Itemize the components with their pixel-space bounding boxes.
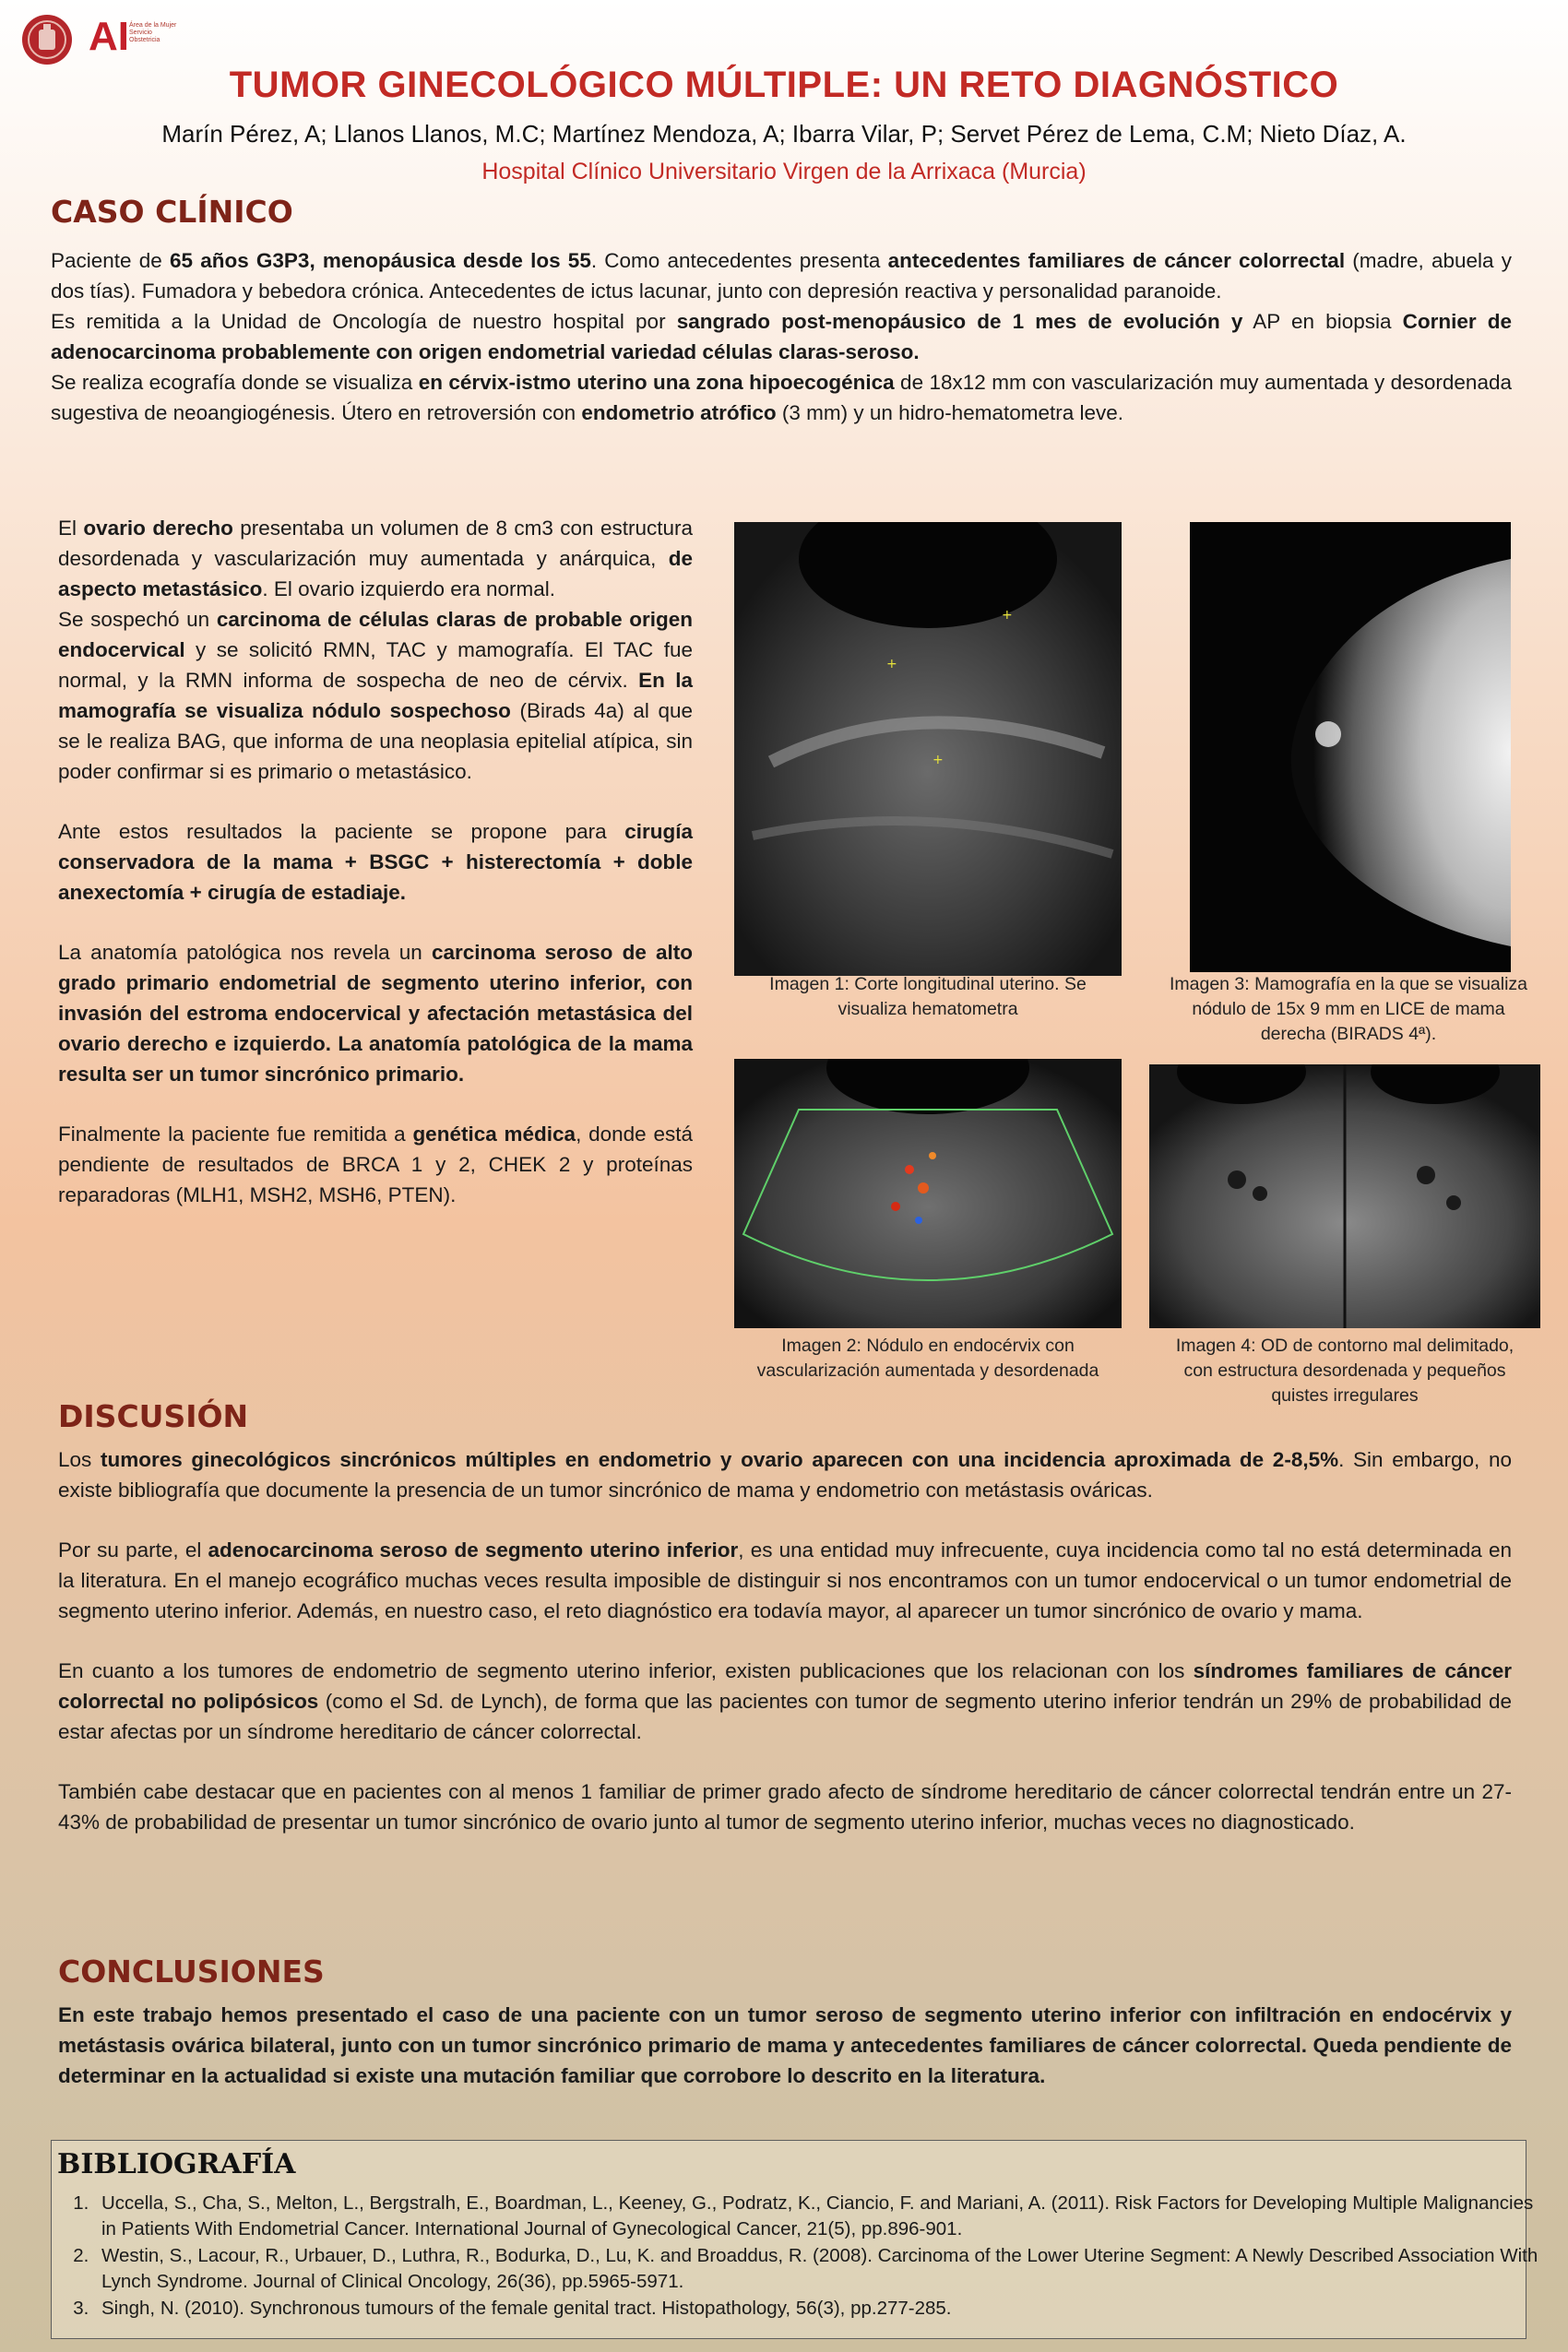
figure-2-doppler xyxy=(734,1059,1122,1328)
bibliography-item: 3. Singh, N. (2010). Synchronous tumours of the female genital tract. Histopathology, 56(3), pp.277-285. xyxy=(94,2296,1551,2322)
caption-figure-1: Imagen 1: Corte longitudinal uterino. Se visualiza hematometra xyxy=(769,974,1087,1019)
figure-3-mammography xyxy=(1190,522,1511,972)
svg-text:+: + xyxy=(1002,608,1013,623)
discussion-paragraph-2: Por su parte, el adenocarcinoma seroso de segmento uterino inferior, es una entidad muy infrecuente, cuya incidencia como tal no está determinada en la literatura. En el manejo ecográfico muchas veces resulta imposible de distinguir si nos encontramos con un tumor endocervical o un tumor endometrial de segmento uterino inferior. Además, en nuestro caso, el reto diagnóstico era todavía mayor, al aparecer un tumor sincrónico de ovario y mama. xyxy=(58,1538,1512,1622)
case-paragraph-genetica: Finalmente la paciente fue remitida a genética médica, donde está pendiente de resultados de BRCA 1 y 2, CHEK 2 y proteínas reparadoras (MLH1, MSH2, MSH6, PTEN). xyxy=(58,1123,693,1206)
poster-title: TUMOR GINECOLÓGICO MÚLTIPLE: UN RETO DIAGNÓSTICO xyxy=(229,65,1339,105)
intro-paragraph-2: Es remitida a la Unidad de Oncología de nuestro hospital por sangrado post-menopáusico de 1 mes de evolución y AP en biopsia Cornier de adenocarcinoma probablemente con origen endometrial variedad células claras-seroso. xyxy=(51,310,1513,363)
discussion-text xyxy=(58,1444,1512,1867)
figure-1-ultrasound xyxy=(734,522,1122,976)
bibliography-item: 1. Uccella, S., Cha, S., Melton, L., Bergstralh, E., Boardman, L., Keeney, G., Podratz, K., Ciancio, F. and Mariani, A. (2011). Risk Factors for Developing Multiple Malignancies in Patients With Endometrial Cancer. International Journal of Gynecological Cancer, 21(5), pp.896-901. xyxy=(94,2191,1551,2242)
intro-text xyxy=(51,245,1512,428)
conclusions-text: En este trabajo hemos presentado el caso de una paciente con un tumor seroso de segmento uterino inferior con infiltración en endocérvix y metástasis ovárica bilateral, junto con un tumor sincrónico primario de mama y antecedentes familiares de cáncer colorrectal. Queda pendiente de determinar en la actualidad si existe una mutación familiar que corrobore lo descrito en la literatura. xyxy=(58,2003,1512,2087)
caption-figure-3: Imagen 3: Mamografía en la que se visualiza nódulo de 15x 9 mm en LICE de mama derecha (BIRADS 4ª). xyxy=(1169,974,1528,1044)
figure-4-ovary xyxy=(1149,1064,1540,1328)
svg-text:+: + xyxy=(932,753,944,767)
bibliography-item: 2. Westin, S., Lacour, R., Urbauer, D., Luthra, R., Bodurka, D., Lu, K. and Broaddus, R. (2008). Carcinoma of the Lower Uterine Segment: A Newly Described Association With Lynch Syndrome. Journal of Clinical Oncology, 26(36), pp.5965-5971. xyxy=(94,2243,1551,2295)
logo-ai-text: AI xyxy=(89,14,129,59)
case-paragraph-ovario: El ovario derecho presentaba un volumen de 8 cm3 con estructura desordenada y vascularización muy aumentada y anárquica, de aspecto metastásico. El ovario izquierdo era normal. Se sospechó un carcinoma de células claras de probable origen endocervical y se solicitó RMN, TAC y mamografía. El TAC fue normal, y la RMN informa de sospecha de neo de cérvix. En la mamografía se visualiza nódulo sospechoso (Birads 4a) al que se le realiza BAG, que informa de una neoplasia epitelial atípica, sin poder confirmar si es primario o metastásico. xyxy=(58,517,693,783)
area-mujer-logo xyxy=(89,14,190,59)
university-seal-logo xyxy=(20,13,74,66)
case-left-column xyxy=(58,513,693,1240)
discussion-paragraph-1: Los tumores ginecológicos sincrónicos múltiples en endometrio y ovario aparecen con una incidencia aproximada de 2-8,5%. Sin embargo, no existe bibliografía que documente la presencia de un tumor sincrónico de mama y endometrio con metástasis ováricas. xyxy=(58,1448,1513,1502)
heading-conclusiones: CONCLUSIONES xyxy=(58,1954,325,1990)
hospital: Hospital Clínico Universitario Virgen de la Arrixaca (Murcia) xyxy=(481,159,1087,184)
bibliography-box xyxy=(51,2140,1538,2339)
svg-text:+: + xyxy=(886,657,897,671)
logo-subtext: Área de la Mujer Servicio Obstetricia xyxy=(129,22,177,43)
heading-caso-clinico: CASO CLÍNICO xyxy=(51,194,293,230)
intro-paragraph-3: Se realiza ecografía donde se visualiza en cérvix-istmo uterino una zona hipoecogénica de 18x12 mm con vascularización muy aumentada y desordenada sugestiva de neoangiogénesis. Útero en retroversión con endometrio atrófico (3 mm) y un hidro-hematometra leve. xyxy=(51,371,1512,424)
case-paragraph-cirugia: Ante estos resultados la paciente se propone para cirugía conservadora de la mama + BSGC + histerectomía + doble anexectomía + cirugía de estadiaje. xyxy=(58,820,693,904)
heading-bibliografia: BIBLIOGRAFÍA xyxy=(57,2148,296,2180)
caption-figure-2: Imagen 2: Nódulo en endocérvix con vascularización aumentada y desordenada xyxy=(756,1336,1099,1381)
intro-paragraph-1: Paciente de 65 años G3P3, menopáusica desde los 55. Como antecedentes presenta antecedentes familiares de cáncer colorrectal (madre, abuela y dos tías). Fumadora y bebedora crónica. Antecedentes de ictus lacunar, junto con depresión reactiva y personalidad paranoide. xyxy=(51,249,1512,303)
heading-discusion: DISCUSIÓN xyxy=(58,1398,249,1434)
bibliography-list xyxy=(57,2191,1551,2322)
discussion-paragraph-3: En cuanto a los tumores de endometrio de segmento uterino inferior, existen publicaciones que los relacionan con los síndromes familiares de cáncer colorrectal no polipósicos (como el Sd. de Lynch), de forma que las pacientes con tumor de segmento uterino inferior tendrán un 29% de probabilidad de estar afectas por un síndrome hereditario de cáncer colorrectal. xyxy=(58,1659,1512,1743)
caption-figure-4: Imagen 4: OD de contorno mal delimitado, con estructura desordenada y pequeños quistes irregulares xyxy=(1175,1336,1515,1406)
case-paragraph-anatomia: La anatomía patológica nos revela un carcinoma seroso de alto grado primario endometrial de segmento uterino inferior, con invasión del estroma endocervical y afectación metastásica del ovario derecho e izquierdo. La anatomía patológica de la mama resulta ser un tumor sincrónico primario. xyxy=(58,941,693,1086)
discussion-paragraph-4: También cabe destacar que en pacientes con al menos 1 familiar de primer grado afecto de síndrome hereditario de cáncer colorrectal tendrán entre un 27-43% de probabilidad de presentar un tumor sincrónico de ovario junto al tumor de segmento uterino inferior, muchas veces no diagnosticado. xyxy=(58,1780,1512,1834)
authors: Marín Pérez, A; Llanos Llanos, M.C; Martínez Mendoza, A; Ibarra Vilar, P; Servet Pérez de Lema, C.M; Nieto Díaz, A. xyxy=(161,120,1407,148)
